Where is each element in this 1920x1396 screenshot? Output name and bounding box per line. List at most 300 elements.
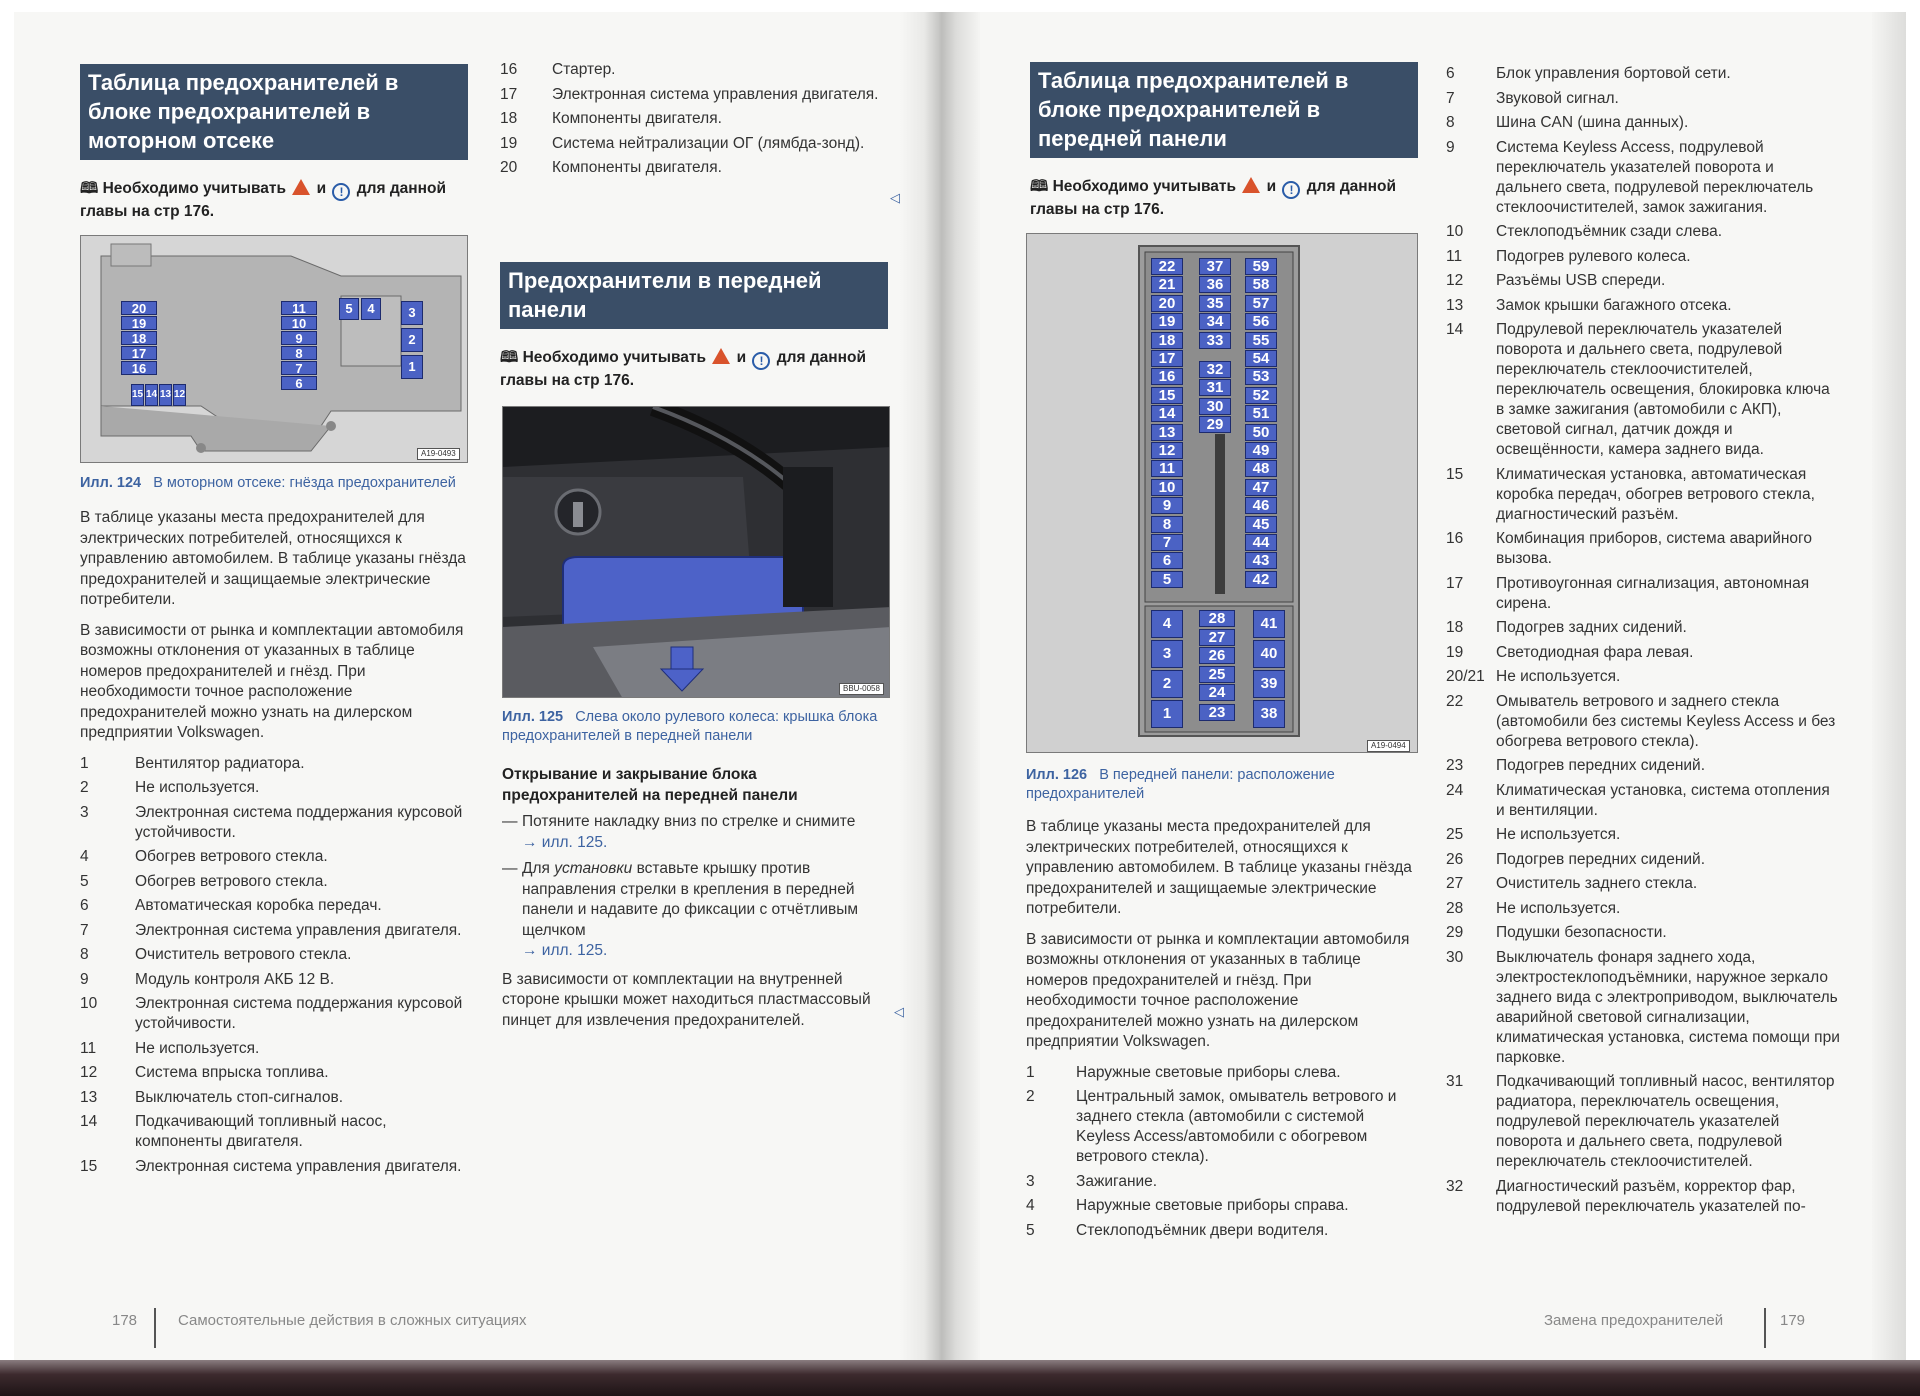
fuse-slot: 54 (1245, 350, 1277, 367)
back-arrow-icon: ◁ (894, 1004, 904, 1019)
fuse-slot: 8 (281, 346, 317, 360)
list-item (500, 60, 880, 80)
right-column-1-body (1026, 766, 1418, 1245)
fuse-slot: 14 (145, 384, 158, 406)
list-item (80, 1157, 468, 1177)
item-number: 10 (1446, 223, 1464, 240)
item-number: 28 (1446, 899, 1464, 917)
note-and: и (316, 180, 327, 197)
item-text: Подкачивающий топливный насос, вентилятор радиатора, переключатель освещения, подрулевой переключатель указателей поворота и дальнего света, подрулевой переключатель стеклоочистителей. (1496, 1073, 1835, 1170)
item-text: Климатическая установка, система отопления и вентиляции. (1496, 781, 1830, 819)
fuse-slot: 47 (1245, 479, 1277, 496)
note-suffix: для данной главы на стр 176. (500, 349, 867, 389)
item-number: 7 (1446, 89, 1455, 107)
fuse-slot: 11 (1151, 460, 1183, 477)
dash-bullet: — (502, 860, 518, 877)
fuse-slot: 6 (1151, 552, 1183, 569)
subheading: Открывание и закрывание блока предохранителей на передней панели (502, 766, 798, 804)
item-text: Подогрев передних сидений. (1496, 757, 1706, 774)
item-number: 3 (80, 803, 89, 821)
note-and: и (736, 349, 747, 366)
caption-number: Илл. 125 (502, 709, 564, 725)
paragraph: В зависимости от рынка и комплектации автомобиля возможны отклонения от указанных в таблице номеров предохранителей и гнёзд. При необходимости точное расположение предохранителей можно узнать на дилерском предприятии Volkswagen. (1026, 930, 1410, 1050)
list-item (1446, 899, 1842, 919)
list-item (80, 778, 468, 798)
item-number: 6 (80, 897, 89, 914)
item-number: 4 (80, 848, 89, 865)
fuse-slot: 23 (1199, 704, 1235, 721)
item-number: 18 (500, 110, 518, 127)
fuse-slot: 28 (1199, 610, 1235, 627)
fuse-slot: 17 (121, 346, 157, 360)
list-item (80, 803, 468, 843)
right-column-1 (1030, 62, 1418, 220)
fuse-slot: 7 (281, 361, 317, 375)
list-item (1446, 850, 1842, 870)
fuse-slot: 15 (1151, 387, 1183, 404)
item-text: Электронная система управления двигателя. (135, 921, 462, 939)
item-number: 17 (1446, 574, 1464, 592)
footer-divider (1764, 1308, 1766, 1348)
list-item (80, 847, 468, 867)
fuse-slot: 24 (1199, 684, 1235, 701)
fuse-slot: 44 (1245, 534, 1277, 551)
fuse-slot: 55 (1245, 332, 1277, 349)
fuse-slot: 22 (1151, 258, 1183, 275)
list-item (1446, 529, 1842, 569)
note-and: и (1266, 178, 1277, 195)
fuse-slot: 51 (1245, 405, 1277, 422)
fuse-slot: 49 (1245, 442, 1277, 459)
fuse-slot: 5 (339, 298, 359, 320)
fuse-slot: 56 (1245, 313, 1277, 330)
item-text: Климатическая установка, автоматическая коробка передач, обогрев ветрового стекла, диагностический разъём. (1496, 465, 1815, 523)
fuse-slot: 58 (1245, 276, 1277, 293)
item-text: Вентилятор радиатора. (135, 754, 305, 772)
instruction-step (502, 859, 890, 962)
fuse-slot: 10 (1151, 479, 1183, 496)
item-number: 13 (80, 1088, 98, 1106)
fuse-slot: 16 (1151, 368, 1183, 385)
fuse-slot: 38 (1253, 700, 1285, 728)
fuse-slot: 20 (1151, 295, 1183, 312)
item-text: Очиститель заднего стекла. (1496, 875, 1698, 892)
fuse-slot: 43 (1245, 552, 1277, 569)
item-number: 9 (1446, 138, 1455, 156)
item-text: Не используется. (1496, 826, 1621, 843)
fuse-slot: 18 (1151, 332, 1183, 349)
warning-note (80, 178, 468, 222)
item-text: Зажигание. (1076, 1172, 1158, 1190)
section-heading-2: Предохранители в передней панели (500, 262, 888, 329)
item-text: Система Keyless Access, подрулевой переключатель указателей поворота и дальнего света, подрулевой переключатель стеклоочистителей, замок зажигания. (1496, 138, 1814, 216)
figure-caption (80, 474, 468, 493)
fuse-slot: 19 (121, 316, 157, 330)
item-number: 25 (1446, 826, 1464, 843)
item-number: 14 (1446, 321, 1464, 338)
item-text: Подогрев задних сидений. (1496, 619, 1687, 636)
step-emphasis: установки (554, 860, 633, 877)
fuse-slot: 21 (1151, 276, 1183, 293)
item-number: 14 (80, 1113, 98, 1130)
fuse-slot: 11 (281, 301, 317, 315)
item-text: Электронная система управления двигателя. (135, 1157, 462, 1175)
item-number: 30 (1446, 948, 1464, 966)
item-text: Омыватель ветрового и заднего стекла (автомобили без системы Keyless Access и без обогрева ветрового стекла). (1496, 692, 1836, 750)
item-number: 19 (1446, 643, 1464, 661)
list-item (1446, 756, 1842, 776)
dash-bullet: — (502, 813, 518, 830)
step-text: Для (522, 860, 550, 877)
fuse-slot: 27 (1199, 629, 1235, 646)
fuse-slot: 1 (1151, 700, 1183, 728)
item-text: Диагностический разъём, корректор фар, подрулевой переключатель указателей по- (1496, 1177, 1806, 1215)
fuse-slot: 25 (1199, 666, 1235, 683)
page-number: 178 (112, 1312, 138, 1329)
item-text: Подогрев передних сидений. (1496, 850, 1706, 868)
left-column-2-section (500, 262, 888, 391)
warning-icon (1242, 177, 1260, 193)
fuse-slot: 20 (121, 301, 157, 315)
fuse-slot: 16 (121, 361, 157, 375)
item-text: Не используется. (135, 1039, 260, 1057)
caption-number: Илл. 124 (80, 475, 142, 491)
item-number: 2 (80, 779, 89, 796)
list-item (80, 970, 468, 990)
item-number: 1 (80, 754, 89, 772)
item-number: 5 (80, 872, 89, 890)
item-text: Комбинация приборов, система аварийного вызова. (1496, 530, 1812, 567)
fuse-slot: 45 (1245, 516, 1277, 533)
fuse-slot: 2 (401, 328, 423, 352)
item-text: Автоматическая коробка передач. (135, 897, 382, 914)
item-text: Компоненты двигателя. (552, 159, 722, 176)
item-number: 13 (1446, 296, 1464, 314)
fuse-slot: 14 (1151, 405, 1183, 422)
caption-text: В передней панели: расположение предохранителей (1026, 767, 1335, 802)
book-icon: 🕮 (1030, 178, 1049, 195)
item-text: Обогрев ветрового стекла. (135, 872, 328, 890)
step-text: вставьте крышку против направления стрелки в крепления в передней панели и надавите до фиксации с отчётливым щелчком (522, 860, 859, 939)
fuse-slot: 4 (1151, 610, 1183, 638)
item-text: Наружные световые приборы слева. (1076, 1063, 1341, 1081)
warning-icon (292, 179, 310, 195)
list-item (1026, 1172, 1418, 1192)
list-item (1446, 89, 1842, 109)
item-text: Не используется. (1496, 899, 1621, 917)
item-text: Выключатель стоп-сигналов. (135, 1088, 344, 1106)
paragraph: В таблице указаны места предохранителей для электрических потребителей, относящихся к управлению автомобилем. В таблице указаны гнёзда предохранителей и защищаемые электрические потребители. (80, 509, 466, 608)
list-item (500, 134, 880, 154)
warning-note (1030, 176, 1418, 220)
list-item (1446, 320, 1842, 460)
footer-chapter: Замена предохранителей (1544, 1312, 1724, 1329)
item-text: Модуль контроля АКБ 12 В. (135, 970, 335, 988)
fuse-slot: 6 (281, 376, 317, 390)
figure-code: BBU-0058 (839, 683, 884, 695)
list-item (80, 921, 468, 941)
fuse-slot: 41 (1253, 610, 1285, 638)
list-item (1446, 667, 1842, 687)
item-text: Центральный замок, омыватель ветрового и заднего стекла (автомобили с системой Keyless Access/автомобили с обогревом ветрового стекла). (1076, 1088, 1397, 1165)
item-number: 8 (1446, 114, 1455, 131)
item-text: Не используется. (1496, 668, 1621, 685)
dashboard-drawing (503, 407, 890, 698)
list-item (1446, 296, 1842, 316)
fuse-slot: 18 (121, 331, 157, 345)
item-text: Система впрыска топлива. (135, 1064, 329, 1081)
list-item (1446, 948, 1842, 1068)
item-text: Выключатель фонаря заднего хода, электростеклоподъёмники, наружное зеркало заднего вида с электроприводом, выключатель аварийной световой сигнализации, климатическая установка, система помощи при парковке. (1496, 948, 1840, 1066)
fuse-slot: 9 (281, 331, 317, 345)
book-edge-shadow (0, 1360, 1920, 1396)
item-number: 20/21 (1446, 668, 1485, 685)
fuse-slot: 34 (1199, 313, 1231, 330)
item-text: Подрулевой переключатель указателей поворота и дальнего света, подрулевой переключатель стеклоочистителей, переключатель освещения, блокировка ключа в замке зажигания (автомобили с АКП), световой сигнал, датчик дождя и освещённости, камера заднего вида. (1496, 321, 1830, 458)
fuse-slot: 31 (1199, 379, 1231, 396)
list-item (1446, 64, 1842, 84)
warning-note (500, 347, 888, 391)
list-item (1446, 222, 1842, 242)
item-number: 29 (1446, 924, 1464, 941)
left-column-1 (80, 64, 468, 222)
item-text: Очиститель ветрового стекла. (135, 946, 352, 963)
item-number: 15 (1446, 465, 1464, 483)
item-number: 16 (1446, 530, 1464, 547)
fuse-slot: 39 (1253, 670, 1285, 698)
fuse-slot: 59 (1245, 258, 1277, 275)
footer-divider (154, 1308, 156, 1348)
item-number: 5 (1026, 1221, 1035, 1239)
item-text: Подушки безопасности. (1496, 924, 1667, 941)
list-item (80, 1063, 468, 1083)
item-number: 26 (1446, 850, 1464, 868)
item-number: 24 (1446, 781, 1464, 799)
figure-code: A19-0494 (1367, 740, 1410, 752)
fuse-slot: 42 (1245, 571, 1277, 588)
fuse-slot: 5 (1151, 571, 1183, 588)
list-item (1446, 781, 1842, 821)
fuse-list-continued (1446, 64, 1842, 1217)
fuse-slot: 32 (1199, 361, 1231, 378)
list-item (1026, 1196, 1418, 1216)
list-item (1446, 465, 1842, 525)
list-item (1446, 643, 1842, 663)
note-prefix: Необходимо учитывать (522, 349, 707, 366)
paragraph: В таблице указаны места предохранителей для электрических потребителей, относящихся к управлению автомобилем. В таблице указаны гнёзда предохранителей и защищаемые электрические потребители. (1026, 818, 1412, 917)
list-item (1446, 138, 1842, 218)
fuse-list-continued (500, 60, 880, 178)
fuse-slot: 29 (1199, 416, 1231, 433)
fuse-slot: 30 (1199, 398, 1231, 415)
list-item (80, 1088, 468, 1108)
fuse-slot: 40 (1253, 640, 1285, 668)
fuse-slot: 15 (131, 384, 144, 406)
caption-text: Слева около рулевого колеса: крышка блока предохранителей в передней панели (502, 709, 878, 744)
caption-text: В моторном отсеке: гнёзда предохранителей (153, 475, 456, 491)
fuse-slot: 53 (1245, 368, 1277, 385)
instruction-step (502, 812, 890, 853)
list-item (500, 158, 880, 178)
footer-chapter: Самостоятельные действия в сложных ситуациях (178, 1312, 527, 1329)
fuse-slot: 3 (1151, 640, 1183, 668)
section-heading: Таблица предохранителей в блоке предохранителей в моторном отсеке (80, 64, 468, 160)
fuse-slot: 2 (1151, 670, 1183, 698)
item-text: Система нейтрализации ОГ (лямбда-зонд). (552, 134, 865, 152)
fuse-list (1026, 1063, 1418, 1241)
book-icon: 🕮 (80, 180, 99, 197)
item-text: Звуковой сигнал. (1496, 89, 1619, 107)
item-number: 15 (80, 1157, 98, 1175)
right-column-2 (1446, 64, 1842, 1221)
left-column-1-body (80, 474, 468, 1181)
fuse-slot: 13 (1151, 424, 1183, 441)
item-text: Стартер. (552, 61, 616, 78)
item-text: Компоненты двигателя. (552, 110, 722, 127)
item-number: 3 (1026, 1172, 1035, 1190)
fuse-slot: 3 (401, 301, 423, 325)
item-number: 27 (1446, 875, 1464, 892)
fuse-slot: 48 (1245, 460, 1277, 477)
fuse-slot: 35 (1199, 295, 1231, 312)
list-item (1446, 618, 1842, 638)
fuse-slot: 4 (361, 298, 381, 320)
fuse-slot: 12 (1151, 442, 1183, 459)
fuse-slot: 37 (1199, 258, 1231, 275)
page-edge (1872, 12, 1906, 1382)
fuse-slot: 7 (1151, 534, 1183, 551)
figure-link[interactable]: → илл. 125. (522, 833, 608, 851)
note-prefix: Необходимо учитывать (1052, 178, 1237, 195)
notice-icon: ! (332, 183, 350, 201)
fuse-slot: 10 (281, 316, 317, 330)
item-text: Стеклоподъёмник двери водителя. (1076, 1221, 1329, 1239)
item-number: 12 (1446, 272, 1464, 289)
note-suffix: для данной главы на стр 176. (1030, 178, 1397, 218)
item-text: Обогрев ветрового стекла. (135, 848, 328, 865)
item-text: Электронная система управления двигателя. (552, 85, 879, 103)
item-number: 8 (80, 946, 89, 963)
list-item (80, 1112, 468, 1152)
fuse-slot: 9 (1151, 497, 1183, 514)
item-number: 16 (500, 61, 518, 78)
item-number: 23 (1446, 757, 1464, 774)
fuse-slot: 50 (1245, 424, 1277, 441)
fuse-slot: 1 (401, 355, 423, 379)
fuse-slot: 36 (1199, 276, 1231, 293)
item-number: 17 (500, 85, 518, 103)
page-gutter (900, 12, 980, 1382)
fuse-slot: 33 (1199, 332, 1231, 349)
warning-icon (712, 348, 730, 364)
list-item (1446, 271, 1842, 291)
figure-caption (502, 708, 890, 746)
figure-link[interactable]: → илл. 125. (522, 942, 608, 959)
instruction-text (522, 859, 890, 962)
item-number: 9 (80, 970, 89, 988)
list-item (1446, 574, 1842, 614)
caption-number: Илл. 126 (1026, 767, 1088, 783)
dashboard-fuse-panel-illustration (1026, 233, 1418, 753)
item-text: Светодиодная фара левая. (1496, 643, 1694, 661)
engine-fuse-box-illustration (80, 235, 468, 463)
item-number: 31 (1446, 1073, 1464, 1090)
item-number: 11 (80, 1039, 97, 1057)
item-text: Не используется. (135, 779, 260, 796)
notice-icon: ! (752, 352, 770, 370)
item-number: 7 (80, 921, 89, 939)
fuse-slot: 46 (1245, 497, 1277, 514)
fuse-slot: 13 (159, 384, 172, 406)
list-item (80, 994, 468, 1034)
fuse-slot: 17 (1151, 350, 1183, 367)
item-text: Электронная система поддержания курсовой устойчивости. (135, 803, 463, 841)
list-item (1446, 692, 1842, 752)
figure-caption (1026, 766, 1418, 804)
list-item (1026, 1087, 1418, 1167)
item-number: 22 (1446, 692, 1464, 710)
item-text: Разъёмы USB спереди. (1496, 272, 1666, 289)
item-text: Противоугонная сигнализация, автономная сирена. (1496, 574, 1810, 612)
list-item (80, 872, 468, 892)
notice-icon: ! (1282, 181, 1300, 199)
fuse-slot: 52 (1245, 387, 1277, 404)
list-item (1446, 923, 1842, 943)
figure-code: A19-0493 (417, 448, 460, 460)
left-column-2 (500, 60, 880, 183)
back-arrow-icon: ◁ (890, 190, 900, 205)
fuse-slot: 19 (1151, 313, 1183, 330)
item-number: 11 (1446, 247, 1463, 265)
list-item (80, 1039, 468, 1059)
paragraph: В зависимости от комплектации на внутренней стороне крышки может находиться пластмассовый пинцет для извлечения предохранителей. (502, 970, 871, 1029)
list-item (1026, 1063, 1418, 1083)
list-item (1446, 874, 1842, 894)
list-item (80, 754, 468, 774)
list-item (500, 109, 880, 129)
dashboard-cover-illustration (502, 406, 890, 698)
item-text: Подкачивающий топливный насос, компоненты двигателя. (135, 1113, 387, 1150)
paragraph: В зависимости от рынка и комплектации автомобиля возможны отклонения от указанных в таблице номеров предохранителей и гнёзд. При необходимости точное расположение предохранителей можно узнать на дилерском предприятии Volkswagen. (80, 621, 464, 741)
item-number: 18 (1446, 619, 1464, 636)
fuse-slot: 12 (173, 384, 186, 406)
fuse-slot: 8 (1151, 516, 1183, 533)
page-number: 179 (1780, 1312, 1806, 1329)
list-item (80, 945, 468, 965)
fuse-slot: 57 (1245, 295, 1277, 312)
item-number: 10 (80, 995, 98, 1012)
item-number: 19 (500, 134, 518, 152)
list-item (1026, 1221, 1418, 1241)
note-prefix: Необходимо учитывать (102, 180, 287, 197)
list-item (1446, 825, 1842, 845)
item-number: 32 (1446, 1177, 1464, 1195)
list-item (1446, 113, 1842, 133)
list-item (1446, 1072, 1842, 1172)
item-text: Наружные световые приборы справа. (1076, 1197, 1349, 1214)
item-number: 12 (80, 1064, 98, 1081)
item-text: Шина CAN (шина данных). (1496, 114, 1689, 131)
list-item (1446, 247, 1842, 267)
list-item (500, 85, 880, 105)
list-item (80, 896, 468, 916)
item-text: Замок крышки багажного отсека. (1496, 296, 1732, 314)
item-number: 4 (1026, 1197, 1035, 1214)
item-text: Электронная система поддержания курсовой устойчивости. (135, 995, 463, 1032)
list-item (1446, 1177, 1842, 1217)
item-number: 2 (1026, 1088, 1035, 1105)
item-text: Стеклоподъёмник сзади слева. (1496, 223, 1723, 240)
